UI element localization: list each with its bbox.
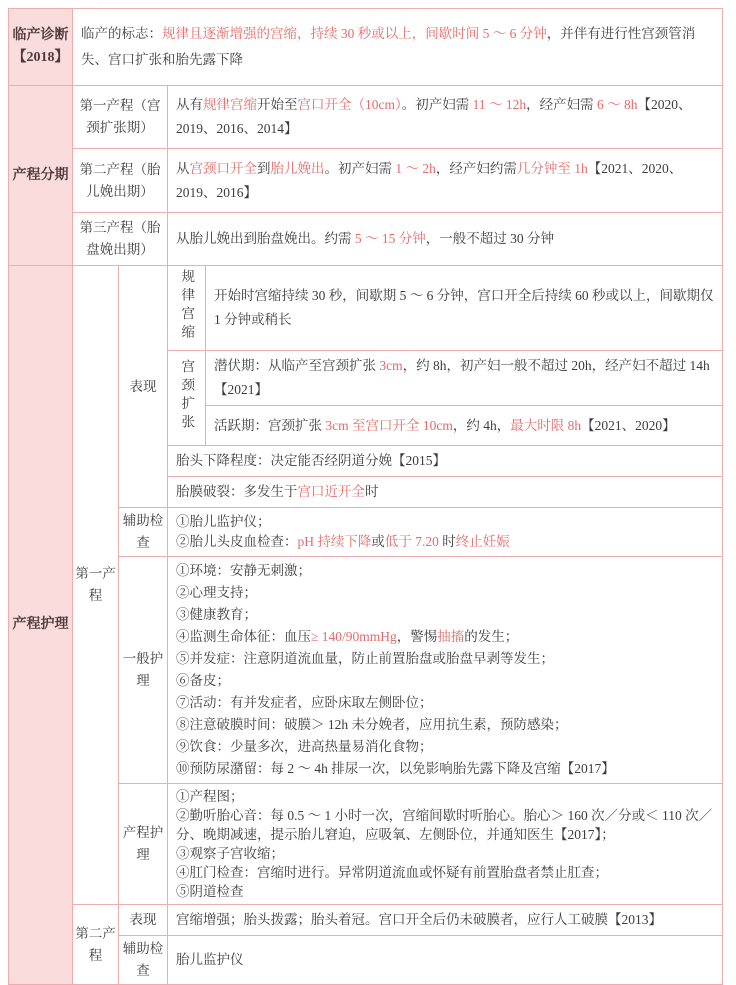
row-header-label: 产程护理 bbox=[12, 617, 69, 632]
text-segment: 胎头下降程度：决定能否经阴道分娩【2015】 bbox=[176, 453, 446, 468]
row-stage3-definition bbox=[9, 213, 723, 266]
text-line bbox=[176, 736, 714, 758]
row-header-stages bbox=[9, 86, 73, 266]
general-care-label: 一般护理 bbox=[119, 557, 168, 784]
text-segment: 宫缩增强；胎头拨露；胎头着冠。宫口开全后仍未破膜者，应行人工破膜【2013】 bbox=[176, 912, 662, 927]
text-segment: 。初产妇需 bbox=[401, 97, 473, 112]
active-phase-content bbox=[206, 406, 723, 446]
study-table bbox=[8, 8, 723, 985]
stage2-auxiliary-exam-label: 辅助检查 bbox=[119, 936, 168, 985]
stage1-definition bbox=[168, 86, 723, 149]
highlighted-text: 3cm bbox=[379, 358, 403, 373]
text-segment: ②勤听胎心音：每 0.5 ～ 1 小时一次，宫缩间歇时听胎心。胎心＞ 160 次／分或＜ 110 次／分、晚期减速，提示胎儿窘迫，应吸氧、左侧卧位，并通知医生【2017】； bbox=[176, 808, 713, 842]
text-segment: 潜伏期：从临产至宫颈扩张 bbox=[214, 358, 380, 373]
text-segment: ，并伴有进行性宫颈管消失、宫口扩张和胎先露下降 bbox=[81, 26, 696, 67]
text-segment: ⑦活动：有并发症者，应卧床取左侧卧位； bbox=[176, 695, 433, 710]
highlighted-text: 3cm 至宫口开全 10cm bbox=[325, 417, 453, 433]
text-segment: 开始至 bbox=[257, 97, 298, 112]
text-segment: ⑥备皮； bbox=[176, 673, 230, 688]
text-segment: ，警惕 bbox=[396, 629, 438, 644]
text-segment: ，约 8h，初产妇一般不超过 20h，经产妇不超过 14h 【2021】 bbox=[214, 358, 710, 397]
auxiliary-exam-content bbox=[168, 508, 723, 557]
highlighted-text: 规律且逐渐增强的宫缩，持续 30 秒或以上，间歇时间 5 ～ 6 分钟 bbox=[162, 26, 547, 41]
stage3-name: 第三产程（胎盘娩出期） bbox=[73, 213, 168, 266]
text-segment: 时 bbox=[438, 534, 456, 549]
row-header-year: 【2018】 bbox=[12, 50, 69, 65]
text-segment: 。初产妇需 bbox=[324, 160, 396, 176]
text-segment: 时 bbox=[365, 484, 379, 499]
text-line bbox=[214, 354, 714, 402]
text-line bbox=[176, 882, 714, 901]
stage2-name: 第二产程（胎儿娩出期） bbox=[73, 149, 168, 213]
text-segment: 活跃期：宫颈扩张 bbox=[214, 417, 326, 433]
row-stage2-definition bbox=[9, 149, 723, 213]
text-segment: ⑧注意破膜时间：破膜＞ 12h 未分娩者，应用抗生素，预防感染； bbox=[176, 717, 568, 732]
highlighted-text: 最大时限 8h bbox=[510, 417, 582, 433]
vertical-label-text: 宫颈扩张 bbox=[179, 359, 195, 433]
highlighted-text: pH 持续下降 bbox=[297, 534, 372, 549]
text-segment: 【2021、2020、2019、2016】 bbox=[176, 160, 683, 200]
nursing-stage2-label: 第二产程 bbox=[73, 905, 119, 985]
text-segment: ②心理支持； bbox=[176, 585, 257, 600]
text-segment: ①产程图； bbox=[176, 789, 244, 804]
regular-contractions-label bbox=[168, 266, 206, 351]
stage2-auxiliary-exam-content bbox=[168, 936, 723, 985]
text-segment: ①环境：安静无刺激； bbox=[176, 563, 311, 578]
text-line bbox=[176, 480, 714, 504]
highlighted-text: 1 ～ 2h bbox=[395, 160, 436, 176]
stage2-definition bbox=[168, 149, 723, 213]
text-line bbox=[176, 670, 714, 692]
highlighted-text: 低于 7.20 bbox=[384, 534, 439, 549]
row-stage2-manifestation bbox=[9, 905, 723, 936]
text-line bbox=[176, 844, 714, 863]
text-segment: 【2020、2019、2016、2014】 bbox=[176, 97, 692, 136]
text-segment: ⑩预防尿潴留：每 2 ～ 4h 排尿一次，以免影响胎先露下降及宫缩【2017】 bbox=[176, 761, 615, 776]
highlighted-text: 宫口近开全 bbox=[297, 484, 365, 499]
text-line bbox=[176, 604, 714, 626]
fetal-head-descent-content bbox=[168, 446, 723, 477]
highlighted-text: 终止妊娠 bbox=[455, 534, 510, 549]
row-header-nursing bbox=[9, 266, 73, 985]
highlighted-text: ≥ 140/90mmHg bbox=[311, 629, 397, 644]
text-segment: 到 bbox=[257, 160, 271, 176]
nursing-stage1-label: 第一产程 bbox=[73, 266, 119, 905]
labor-diagnosis-content bbox=[73, 9, 723, 86]
highlighted-text: 几分钟至 1h bbox=[516, 160, 588, 176]
row-labor-diagnosis bbox=[9, 9, 723, 86]
manifestation-label: 表现 bbox=[119, 266, 168, 508]
text-line bbox=[176, 449, 714, 473]
row-header-label: 产程分期 bbox=[12, 167, 69, 183]
highlighted-text: 抽搐 bbox=[437, 629, 465, 644]
labor-process-care-label: 产程护理 bbox=[119, 784, 168, 905]
text-line bbox=[81, 21, 714, 73]
cervical-dilation-label bbox=[168, 351, 206, 446]
text-line bbox=[176, 626, 714, 648]
text-line bbox=[214, 414, 714, 438]
text-segment: 临产的标志： bbox=[81, 26, 162, 41]
text-segment: 胎儿监护仪 bbox=[176, 952, 244, 967]
text-segment: ④肛门检查：宫缩时进行。异常阴道流血或怀疑有前置胎盘者禁止肛查； bbox=[176, 865, 608, 880]
row-stage1-definition bbox=[9, 86, 723, 149]
text-line bbox=[176, 714, 714, 736]
text-line bbox=[176, 93, 714, 141]
stage3-definition bbox=[168, 213, 723, 266]
text-segment: ⑤并发症：注意阴道流血量，防止前置胎盘或胎盘早剥等发生； bbox=[176, 651, 554, 666]
highlighted-text: 宫颈口开全 bbox=[189, 160, 257, 176]
membrane-rupture-content bbox=[168, 477, 723, 508]
text-line bbox=[176, 227, 714, 251]
text-segment: 胎膜破裂：多发生于 bbox=[176, 484, 298, 499]
text-segment: 【2021、2020】 bbox=[581, 417, 676, 433]
text-segment: ③健康教育； bbox=[176, 607, 257, 622]
labor-process-care-content bbox=[168, 784, 723, 905]
text-line bbox=[176, 806, 714, 844]
text-line bbox=[176, 582, 714, 604]
text-line bbox=[176, 512, 714, 532]
highlighted-text: 5 ～ 15 分钟 bbox=[354, 231, 426, 246]
row-header-label: 临产诊断 bbox=[12, 28, 69, 43]
text-line bbox=[176, 560, 714, 582]
general-care-content bbox=[168, 557, 723, 784]
text-segment: 开始时宫缩持续 30 秒，间歇期 5 ～ 6 分钟，宫口开全后持续 60 秒或以上，间歇期仅 1 分钟或稍长 bbox=[214, 288, 714, 327]
text-line bbox=[176, 863, 714, 882]
regular-contractions-content bbox=[206, 266, 723, 351]
latent-phase-content bbox=[206, 351, 723, 406]
highlighted-text: 6 ～ 8h bbox=[597, 97, 638, 112]
stage1-name: 第一产程（宫颈扩张期） bbox=[73, 86, 168, 149]
text-segment: ③观察子宫收缩； bbox=[176, 846, 284, 861]
text-line bbox=[176, 692, 714, 714]
text-segment: ⑤阴道检查 bbox=[176, 884, 244, 899]
text-line bbox=[176, 948, 714, 972]
highlighted-text: 规律宫缩 bbox=[203, 97, 257, 112]
text-segment: ②胎儿头皮血检查： bbox=[176, 534, 298, 549]
stage2-manifestation-label: 表现 bbox=[119, 905, 168, 936]
text-segment: ，约 4h， bbox=[452, 417, 511, 433]
vertical-label-text: 规律宫缩 bbox=[179, 269, 195, 343]
text-segment: ，经产妇需 bbox=[526, 97, 597, 112]
text-segment: 或 bbox=[371, 534, 385, 549]
text-segment: ⑨饮食：少量多次，进高热量易消化食物； bbox=[176, 739, 433, 754]
text-segment: ④监测生命体征：血压 bbox=[176, 629, 311, 644]
highlighted-text: 11 ～ 12h bbox=[472, 97, 527, 112]
text-segment: 从 bbox=[176, 160, 190, 176]
auxiliary-exam-label: 辅助检查 bbox=[119, 508, 168, 557]
text-segment: 从有 bbox=[176, 97, 203, 112]
text-segment: ，经产妇约需 bbox=[435, 160, 517, 176]
text-segment: ，一般不超过 30 分钟 bbox=[425, 231, 554, 246]
text-segment: 的发生； bbox=[464, 629, 519, 644]
highlighted-text: 宫口开全（10cm） bbox=[297, 97, 402, 112]
text-segment: ①胎儿监护仪； bbox=[176, 514, 271, 529]
text-line bbox=[176, 908, 714, 932]
text-line bbox=[214, 284, 714, 332]
highlighted-text: 胎儿娩出 bbox=[270, 160, 325, 176]
text-line bbox=[176, 532, 714, 552]
text-line bbox=[176, 648, 714, 670]
text-line bbox=[176, 157, 714, 205]
text-line bbox=[176, 758, 714, 780]
text-line bbox=[176, 787, 714, 806]
row-header-labor-diagnosis bbox=[9, 9, 73, 86]
row-regular-contractions bbox=[9, 266, 723, 351]
stage2-manifestation-content bbox=[168, 905, 723, 936]
text-segment: 从胎儿娩出到胎盘娩出。约需 bbox=[176, 231, 355, 246]
